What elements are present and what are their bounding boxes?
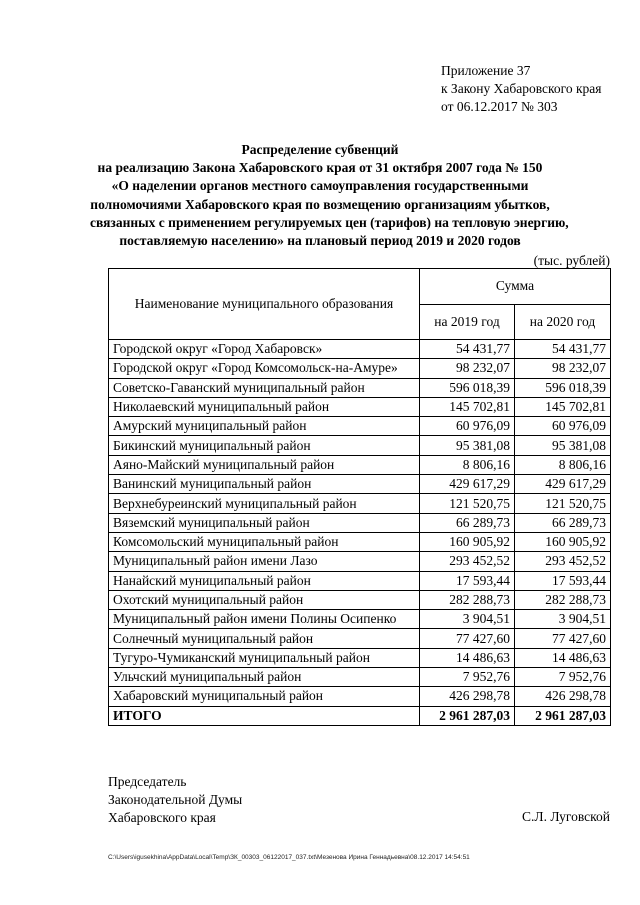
appendix-line-1: Приложение 37 xyxy=(441,63,531,78)
cell-2020: 14 486,63 xyxy=(515,648,611,667)
table-row xyxy=(109,455,611,474)
appendix-block xyxy=(441,62,602,116)
cell-2020: 95 381,08 xyxy=(515,436,611,455)
cell-name: Ванинский муниципальный район xyxy=(109,475,420,494)
cell-2019: 282 288,73 xyxy=(420,590,515,609)
column-header-2020: на 2020 год xyxy=(515,304,611,340)
cell-2020: 429 617,29 xyxy=(515,475,611,494)
cell-2019: 145 702,81 xyxy=(420,397,515,416)
total-row xyxy=(109,706,611,725)
cell-name: Советско-Гаванский муниципальный район xyxy=(109,378,420,397)
cell-2019: 426 298,78 xyxy=(420,687,515,706)
table-row xyxy=(109,494,611,513)
cell-name: Комсомольский муниципальный район xyxy=(109,532,420,551)
appendix-line-3: от 06.12.2017 № 303 xyxy=(441,99,558,114)
title-line-6: поставляемую населению» на плановый период 2019 и 2020 годов xyxy=(119,233,521,249)
cell-2020: 2 961 287,03 xyxy=(515,706,611,725)
title-line-1: Распределение субвенций xyxy=(241,142,399,157)
file-path-footer: C:\Users\igusekhina\AppData\Local\Temp\ЗК_00303_06122017_037.txt\Мезенова Ирина Геннадьевна\08.12.2017 14:54:51 xyxy=(108,854,470,861)
cell-2020: 66 289,73 xyxy=(515,513,611,532)
cell-2020: 121 520,75 xyxy=(515,494,611,513)
cell-name: Вяземский муниципальный район xyxy=(109,513,420,532)
table-row xyxy=(109,571,611,590)
signature-block xyxy=(108,773,242,827)
title-line-2: на реализацию Закона Хабаровского края от 31 октября 2007 года № 150 xyxy=(97,160,543,176)
cell-2019: 98 232,07 xyxy=(420,359,515,378)
table-row xyxy=(109,629,611,648)
cell-2019: 60 976,09 xyxy=(420,417,515,436)
cell-2019: 160 905,92 xyxy=(420,532,515,551)
cell-2019: 293 452,52 xyxy=(420,552,515,571)
cell-name: Амурский муниципальный район xyxy=(109,417,420,436)
cell-2020: 426 298,78 xyxy=(515,687,611,706)
cell-2019: 8 806,16 xyxy=(420,455,515,474)
cell-name: Солнечный муниципальный район xyxy=(109,629,420,648)
appendix-line-2: к Закону Хабаровского края xyxy=(441,81,602,96)
cell-name: Аяно-Майский муниципальный район xyxy=(109,455,420,474)
cell-name: Верхнебуреинский муниципальный район xyxy=(109,494,420,513)
cell-2019: 54 431,77 xyxy=(420,340,515,359)
cell-2020: 7 952,76 xyxy=(515,668,611,687)
cell-2019: 95 381,08 xyxy=(420,436,515,455)
title-line-5: связанных с применением регулируемых цен (тарифов) на тепловую энергию, xyxy=(90,214,569,230)
cell-2020: 8 806,16 xyxy=(515,455,611,474)
table-row xyxy=(109,397,611,416)
table-row xyxy=(109,359,611,378)
table-row xyxy=(109,590,611,609)
table-row xyxy=(109,378,611,397)
cell-2019: 77 427,60 xyxy=(420,629,515,648)
cell-2019: 7 952,76 xyxy=(420,668,515,687)
cell-name: Ульчский муниципальный район xyxy=(109,668,420,687)
column-header-2019: на 2019 год xyxy=(420,304,515,340)
table-row xyxy=(109,513,611,532)
cell-2019: 596 018,39 xyxy=(420,378,515,397)
table-row xyxy=(109,417,611,436)
signature-line-3: Хабаровского края xyxy=(108,810,216,825)
table-row xyxy=(109,687,611,706)
table-row xyxy=(109,552,611,571)
cell-name: Муниципальный район имени Полины Осипенко xyxy=(109,610,420,629)
cell-name: Хабаровский муниципальный район xyxy=(109,687,420,706)
cell-2019: 2 961 287,03 xyxy=(420,706,515,725)
cell-2019: 429 617,29 xyxy=(420,475,515,494)
cell-2019: 14 486,63 xyxy=(420,648,515,667)
table-row xyxy=(109,532,611,551)
cell-name: Охотский муниципальный район xyxy=(109,590,420,609)
cell-2020: 160 905,92 xyxy=(515,532,611,551)
cell-2019: 3 904,51 xyxy=(420,610,515,629)
cell-name: Тугуро-Чумиканский муниципальный район xyxy=(109,648,420,667)
document-title xyxy=(90,141,569,250)
cell-2020: 596 018,39 xyxy=(515,378,611,397)
subvention-table xyxy=(108,268,611,726)
table-row xyxy=(109,648,611,667)
cell-2019: 121 520,75 xyxy=(420,494,515,513)
column-header-sum: Сумма xyxy=(420,269,611,305)
table-row xyxy=(109,668,611,687)
cell-2020: 293 452,52 xyxy=(515,552,611,571)
cell-2020: 77 427,60 xyxy=(515,629,611,648)
column-header-name: Наименование муниципального образования xyxy=(109,269,420,340)
cell-2020: 17 593,44 xyxy=(515,571,611,590)
cell-2020: 3 904,51 xyxy=(515,610,611,629)
table-row xyxy=(109,436,611,455)
title-line-4: полномочиями Хабаровского края по возмещению организациям убытков, xyxy=(90,196,550,212)
cell-2020: 60 976,09 xyxy=(515,417,611,436)
cell-2019: 66 289,73 xyxy=(420,513,515,532)
cell-2020: 98 232,07 xyxy=(515,359,611,378)
signer-name: С.Л. Луговской xyxy=(522,809,610,824)
signature-line-2: Законодательной Думы xyxy=(108,792,243,807)
cell-2019: 17 593,44 xyxy=(420,571,515,590)
cell-name: Бикинский муниципальный район xyxy=(109,436,420,455)
table-row xyxy=(109,475,611,494)
title-line-3: «О наделении органов местного самоуправления государственными xyxy=(111,178,529,194)
cell-name: Муниципальный район имени Лазо xyxy=(109,552,420,571)
units-note: (тыс. рублей) xyxy=(533,253,610,268)
cell-2020: 282 288,73 xyxy=(515,590,611,609)
cell-name: Нанайский муниципальный район xyxy=(109,571,420,590)
signature-line-1: Председатель xyxy=(108,774,187,789)
cell-name: Николаевский муниципальный район xyxy=(109,397,420,416)
cell-name: Городской округ «Город Хабаровск» xyxy=(109,340,420,359)
table-row xyxy=(109,340,611,359)
cell-name: Городской округ «Город Комсомольск-на-Амуре» xyxy=(109,359,420,378)
cell-name: ИТОГО xyxy=(109,706,420,725)
cell-2020: 54 431,77 xyxy=(515,340,611,359)
cell-2020: 145 702,81 xyxy=(515,397,611,416)
table-row xyxy=(109,610,611,629)
